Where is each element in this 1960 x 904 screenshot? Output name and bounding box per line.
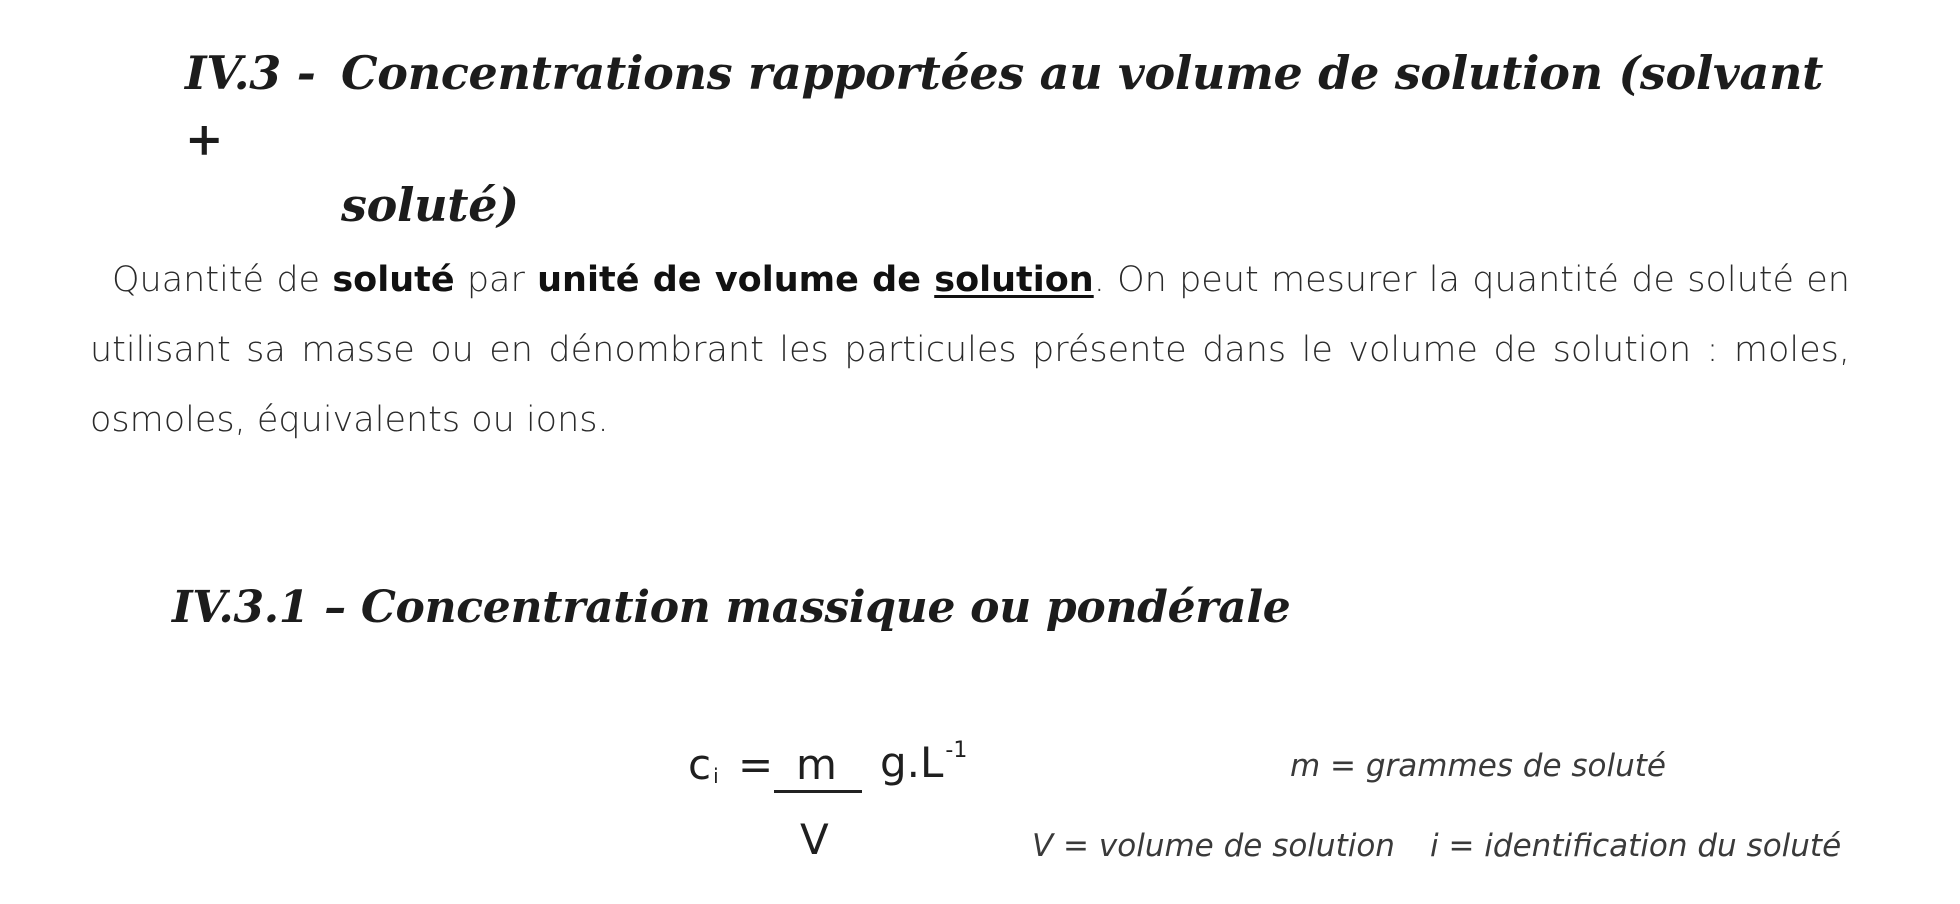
legend-i: i = identification du soluté bbox=[1430, 828, 1842, 864]
formula-equals: = bbox=[738, 740, 774, 789]
para-bold-unit: unité de volume de bbox=[537, 260, 935, 300]
formula-unit bbox=[880, 738, 967, 787]
para-text-3: . On peut mesurer la quantité de soluté en utilisant sa masse ou en dénombrant les particules présente dans le volume de solution : moles, osmoles, équivalents ou ions. bbox=[90, 260, 1850, 440]
legend-m: m = grammes de soluté bbox=[1290, 748, 1666, 784]
formula-denominator: V bbox=[800, 815, 829, 864]
formula-unit-exponent: -1 bbox=[945, 738, 968, 763]
para-bold-solute: soluté bbox=[332, 260, 455, 300]
formula-lhs bbox=[688, 740, 719, 789]
section-title-line2: soluté) bbox=[341, 178, 519, 232]
formula-subscript-i: i bbox=[713, 764, 719, 788]
para-text-1: Quantité de bbox=[112, 260, 333, 300]
para-bold-underlined-solution: solution bbox=[934, 260, 1094, 300]
section-number: IV.3 - bbox=[185, 46, 316, 100]
formula-c: c bbox=[688, 740, 712, 789]
legend-v: V = volume de solution bbox=[1032, 828, 1395, 864]
formula-unit-base: g.L bbox=[880, 738, 944, 787]
section-heading bbox=[185, 40, 1865, 238]
subsection-heading: IV.3.1 – Concentration massique ou pondérale bbox=[172, 582, 1291, 633]
section-title-line1: Concentrations rapportées au volume de solution (solvant + bbox=[185, 46, 1824, 166]
formula-numerator: m bbox=[796, 740, 837, 789]
para-text-2: par bbox=[454, 260, 538, 300]
fraction-bar bbox=[774, 790, 862, 793]
intro-paragraph bbox=[90, 245, 1850, 455]
